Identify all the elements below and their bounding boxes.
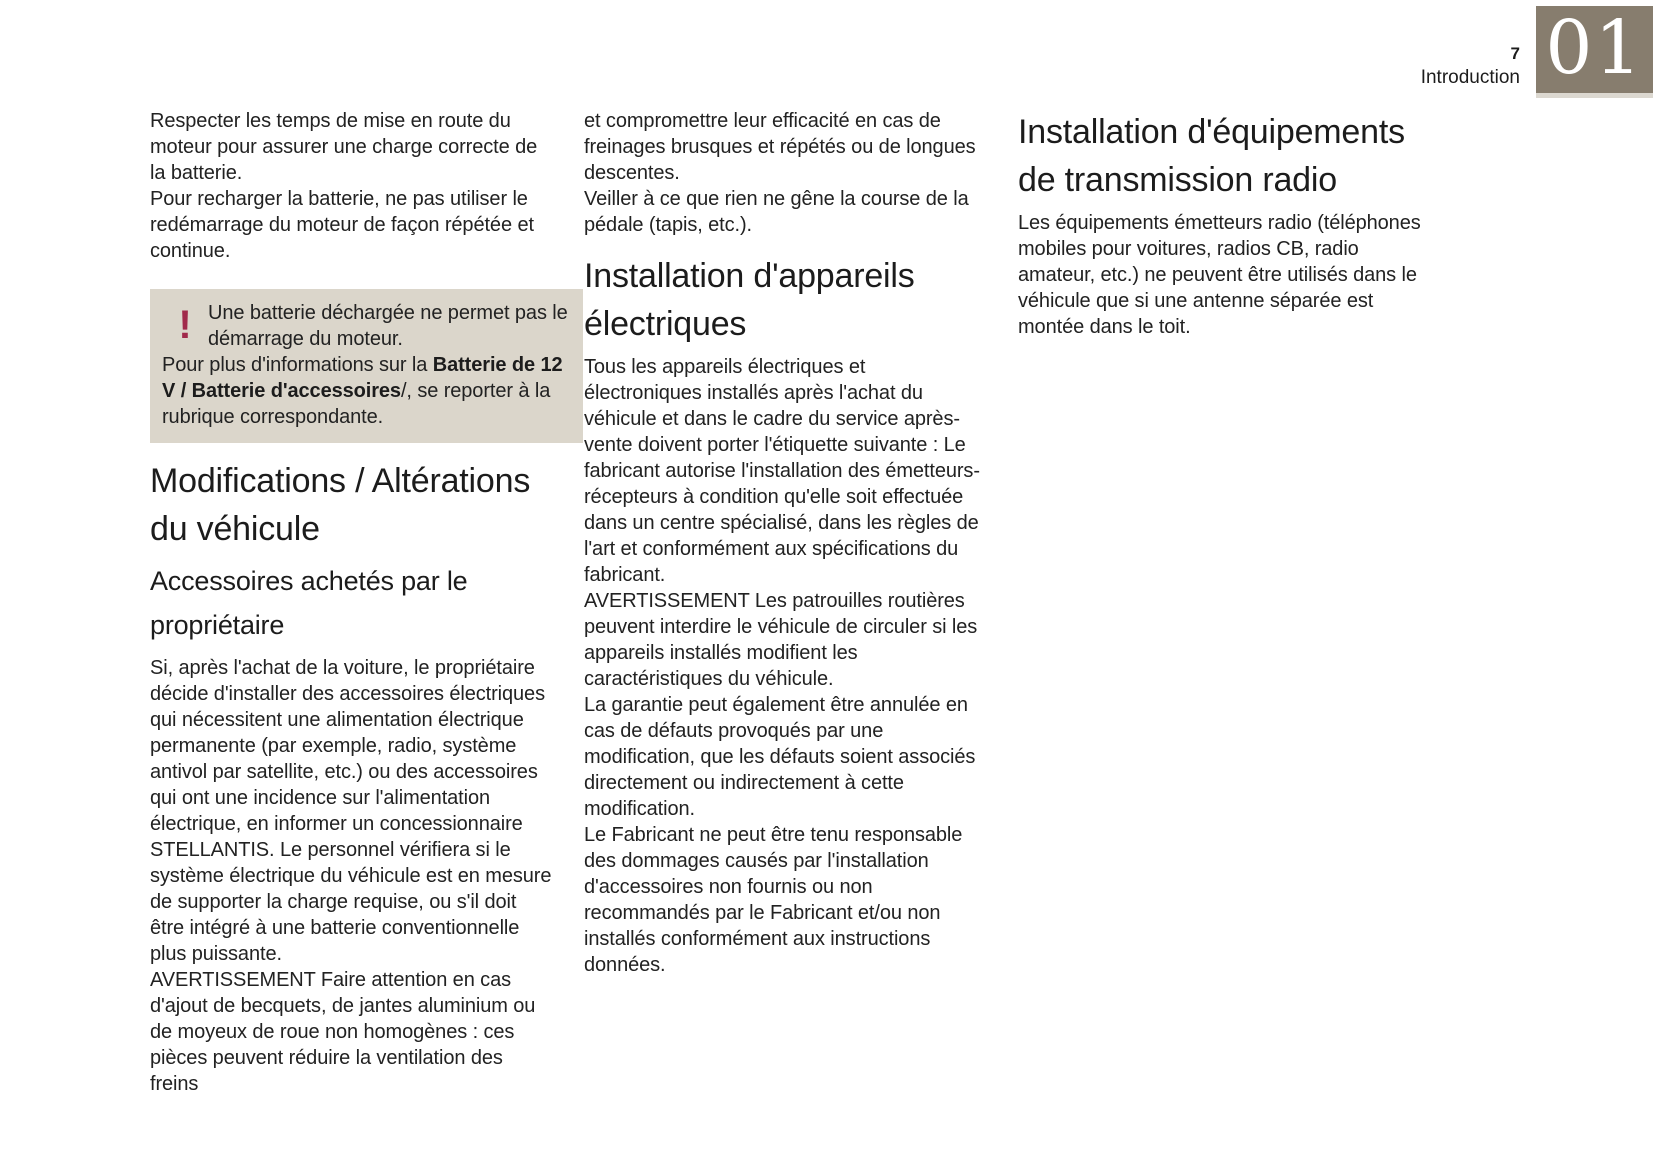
paragraph: Respecter les temps de mise en route du moteur pour assurer une charge correcte de la batterie. bbox=[150, 110, 538, 184]
warning-info-suffix: /, se reporter à la rubrique correspondante. bbox=[162, 380, 551, 428]
chapter-badge bbox=[1536, 6, 1653, 98]
column-left bbox=[150, 108, 568, 1097]
paragraph: Les équipements émetteurs radio (téléphones mobiles pour voitures, radios CB, radio amateur, etc.) ne peuvent être utilisés dans le véhicule que si une antenne séparée est montée dans le toit. bbox=[1018, 212, 1421, 338]
paragraph: Veiller à ce que rien ne gêne la course de la pédale (tapis, etc.). bbox=[584, 188, 969, 236]
paragraph: Le Fabricant ne peut être tenu responsable des dommages causés par l'installation d'accessoires non fournis ou non recommandés par le Fabricant et/ou non installés conformément aux instructions données. bbox=[584, 824, 963, 976]
paragraph: Pour recharger la batterie, ne pas utiliser le redémarrage du moteur de façon répétée et continue. bbox=[150, 188, 534, 262]
heading-transmission-radio: Installation d'équipements de transmission radio bbox=[1018, 113, 1405, 199]
page-meta bbox=[1421, 44, 1520, 90]
page-number: 7 bbox=[1510, 44, 1520, 63]
paragraph: La garantie peut également être annulée en cas de défauts provoqués par une modification, que les défauts soient associés directement ou indirectement à cette modification. bbox=[584, 694, 976, 820]
warning-info bbox=[162, 352, 571, 430]
paragraph: Si, après l'achat de la voiture, le propriétaire décide d'installer des accessoires électriques qui nécessitent une alimentation électrique permanente (par exemple, radio, système antivol par satellite, etc.) ou des accessoires qui ont une incidence sur l'alimentation électrique, en informer un concessionnaire STELLANTIS. Le personnel vérifiera si le système électrique du véhicule est en mesure de supporter la charge requise, ou s'il doit être intégré à une batterie conventionnelle plus puissante. bbox=[150, 657, 552, 965]
warning-note bbox=[150, 289, 583, 443]
heading-modifications: Modifications / Altérations du véhicule bbox=[150, 462, 531, 548]
heading-appareils-electriques: Installation d'appareils électriques bbox=[584, 257, 915, 343]
section-title: Introduction bbox=[1420, 67, 1520, 89]
subheading-accessoires: Accessoires achetés par le propriétaire bbox=[150, 566, 468, 640]
column-middle bbox=[584, 108, 986, 978]
paragraph: et compromettre leur efficacité en cas de freinages brusques et répétés ou de longues descentes. bbox=[584, 110, 976, 184]
column-right bbox=[1018, 108, 1426, 340]
warning-text: Une batterie déchargée ne permet pas le démarrage du moteur. bbox=[208, 302, 568, 350]
paragraph: Tous les appareils électriques et électroniques installés après l'achat du véhicule et dans le cadre du service après-vente doivent porter l'étiquette suivante : Le fabricant autorise l'installation des émetteurs-récepteurs à condition qu'elle soit effectuée dans un centre spécialisé, dans les règles de l'art et conformément aux spécifications du fabricant. bbox=[584, 356, 980, 586]
paragraph: AVERTISSEMENT Faire attention en cas d'ajout de becquets, de jantes aluminium ou de moyeux de roue non homogènes : ces pièces peuvent réduire la ventilation des freins bbox=[150, 969, 536, 1095]
exclamation-icon: ! bbox=[178, 303, 192, 347]
warning-info-prefix: Pour plus d'informations sur la bbox=[162, 354, 433, 376]
warning-info-bold: Batterie de 12 V / Batterie d'accessoires bbox=[162, 354, 563, 402]
chapter-number: 01 bbox=[1545, 4, 1644, 91]
paragraph: AVERTISSEMENT Les patrouilles routières peuvent interdire le véhicule de circuler si les appareils installés modifient les caractéristiques du véhicule. bbox=[584, 590, 978, 690]
